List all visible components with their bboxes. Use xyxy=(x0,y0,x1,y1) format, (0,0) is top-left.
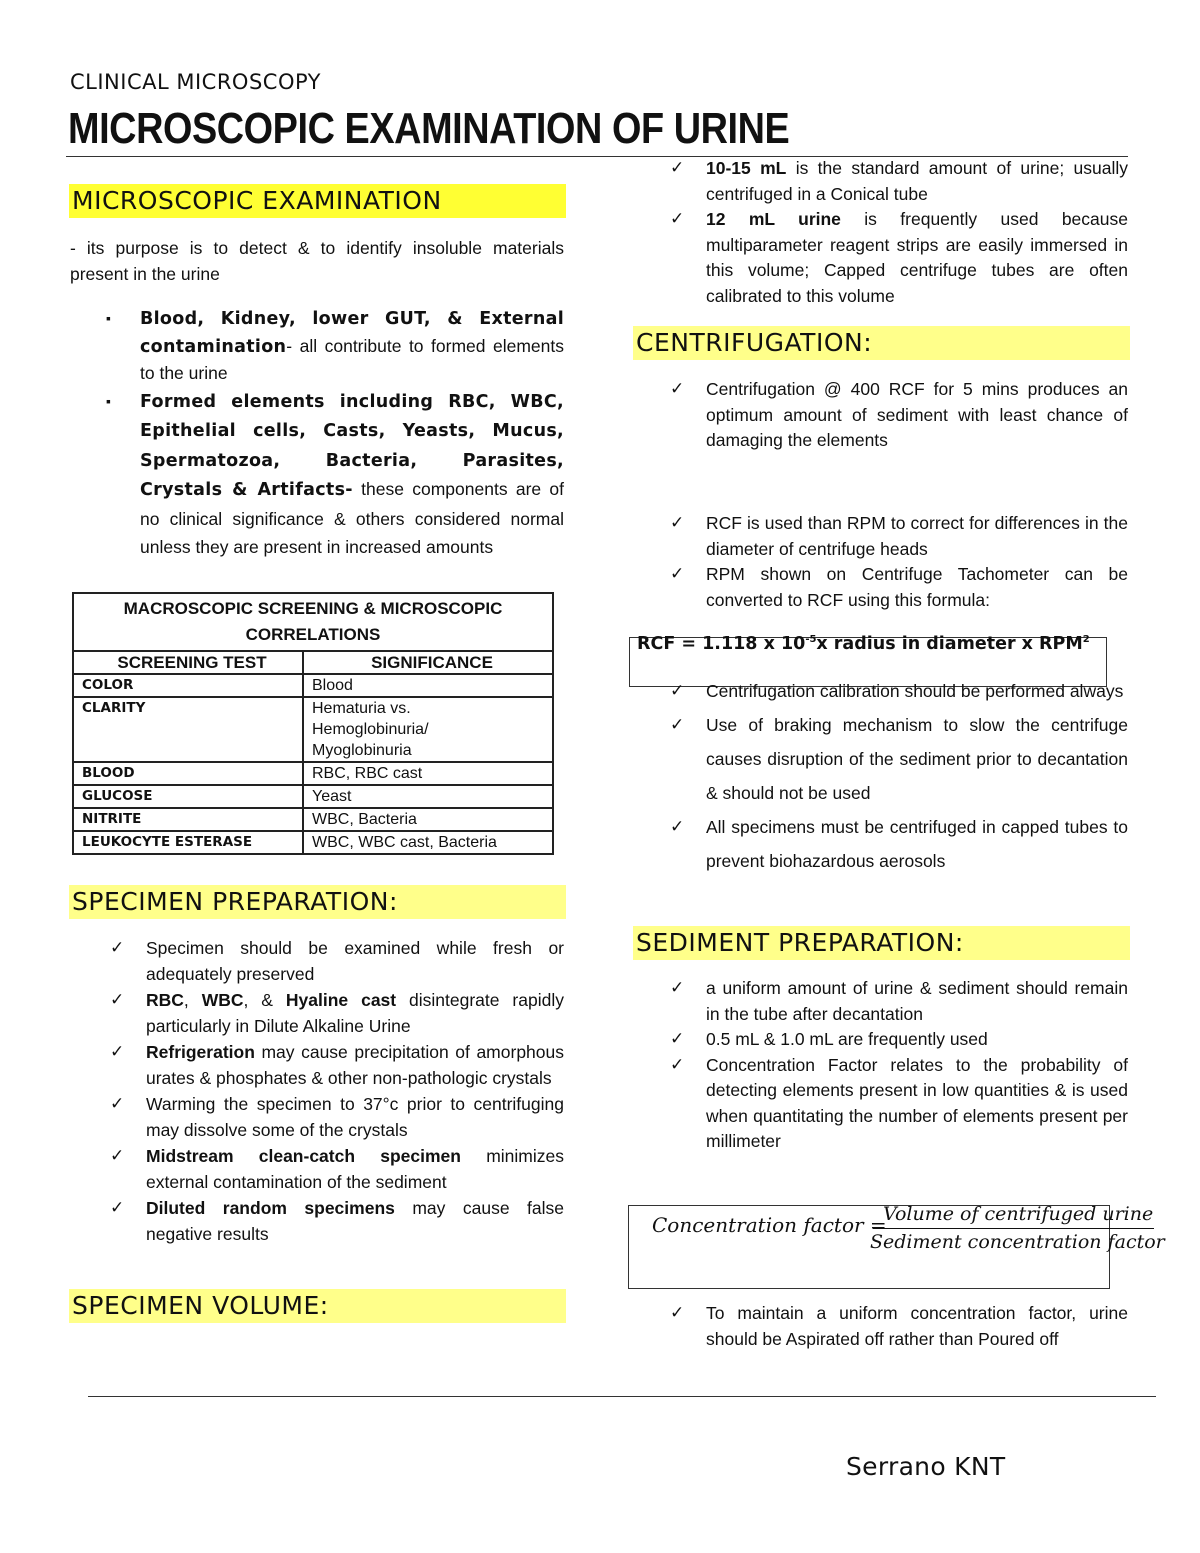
table-row: LEUKOCYTE ESTERASE WBC, WBC cast, Bacteria xyxy=(73,831,553,854)
check-icon: ✓ xyxy=(110,938,125,958)
course-label: CLINICAL MICROSCOPY xyxy=(70,70,322,94)
heading-specimen-volume: SPECIMEN VOLUME: xyxy=(69,1289,566,1323)
centrifugation-list-b xyxy=(630,511,1128,613)
check-icon: ✓ xyxy=(670,715,685,735)
table-row: GLUCOSE Yeast xyxy=(73,785,553,808)
formula-lhs: Concentration factor = xyxy=(652,1213,887,1237)
check-icon: ✓ xyxy=(670,564,685,584)
check-icon: ✓ xyxy=(670,681,685,701)
heading-specimen-preparation: SPECIMEN PREPARATION: xyxy=(69,885,566,919)
list-item: ✓ RBC, WBC, & Hyaline cast disintegrate rapidly particularly in Dilute Alkaline Urine xyxy=(70,987,564,1039)
column-header-screening-test: SCREENING TEST xyxy=(73,651,303,674)
list-item: ✓ RCF is used than RPM to correct for differences in the diameter of centrifuge heads xyxy=(670,513,1128,559)
check-icon: ✓ xyxy=(670,209,685,229)
check-icon: ✓ xyxy=(670,817,685,837)
heading-microscopic-examination: MICROSCOPIC EXAMINATION xyxy=(69,184,566,218)
sediment-preparation-list-b xyxy=(630,1301,1128,1352)
check-icon: ✓ xyxy=(670,1054,685,1075)
check-icon: ✓ xyxy=(110,1094,125,1114)
table-row: NITRITE WBC, Bacteria xyxy=(73,808,553,831)
check-icon: ✓ xyxy=(670,1303,685,1323)
list-item: ✓ Specimen should be examined while fresh or adequately preserved xyxy=(70,935,564,987)
specimen-preparation-list xyxy=(70,935,564,1247)
centrifugation-list-a xyxy=(630,377,1128,454)
sediment-preparation-list xyxy=(630,976,1128,1155)
check-icon: ✓ xyxy=(670,158,685,178)
column-header-significance: SIGNIFICANCE xyxy=(303,651,553,674)
table-row: CLARITY Hematuria vs. Hemoglobinuria/ Myoglobinuria xyxy=(73,697,553,762)
square-bullet-icon: ▪ xyxy=(106,392,111,409)
list-item: ✓ To maintain a uniform concentration factor, urine should be Aspirated off rather than Poured off xyxy=(670,1303,1128,1349)
check-icon: ✓ xyxy=(670,513,685,533)
check-icon: ✓ xyxy=(670,379,685,399)
list-item: ✓ Use of braking mechanism to slow the centrifuge causes disruption of the sediment prior to decantation & should not be used xyxy=(630,708,1128,810)
formula-denominator: Sediment concentration factor xyxy=(870,1231,1165,1253)
list-item: ✓ RPM shown on Centrifuge Tachometer can be converted to RCF using this formula: xyxy=(670,564,1128,610)
list-item: ✓ 0.5 mL & 1.0 mL are frequently used xyxy=(630,1027,1128,1053)
list-item: ✓ Centrifugation calibration should be performed always xyxy=(630,674,1128,708)
heading-sediment-preparation: SEDIMENT PREPARATION: xyxy=(633,926,1130,960)
specimen-volume-list xyxy=(630,156,1128,309)
square-bullet-icon: ▪ xyxy=(106,310,111,326)
list-item: ✓ Warming the specimen to 37°c prior to centrifuging may dissolve some of the crystals xyxy=(70,1091,564,1143)
check-icon: ✓ xyxy=(670,978,685,998)
check-icon: ✓ xyxy=(670,1029,685,1049)
formula-numerator: Volume of centrifuged urine xyxy=(883,1203,1154,1225)
fraction-bar xyxy=(873,1228,1154,1229)
table-row: BLOOD RBC, RBC cast xyxy=(73,762,553,785)
list-item: ▪ Blood, Kidney, lower GUT, & External contamination- all contribute to formed elements to the urine xyxy=(70,305,564,387)
rcf-formula: RCF = 1.118 x $10^{-5}x$ radius in diameter x RPM$^2$ xyxy=(637,634,1090,654)
list-item: ✓ Concentration Factor relates to the probability of detecting elements present in low quantities & is used when quantitating the number of elements present per millimeter xyxy=(670,1054,1128,1151)
screening-correlation-table xyxy=(72,592,554,855)
check-icon: ✓ xyxy=(110,1198,125,1218)
list-item: ✓ a uniform amount of urine & sediment should remain in the tube after decantation xyxy=(670,978,1128,1024)
heading-centrifugation: CENTRIFUGATION: xyxy=(633,326,1130,360)
purpose-text: - its purpose is to detect & to identify insoluble materials present in the urine xyxy=(70,238,564,284)
page-title: MICROSCOPIC EXAMINATION OF URINE xyxy=(68,104,790,153)
contributors-list xyxy=(70,305,564,562)
footer-divider xyxy=(88,1396,1156,1397)
author-name: Serrano KNT xyxy=(846,1452,1006,1481)
list-item: ✓ 12 mL urine is frequently used because multiparameter reagent strips are easily immersed in this volume; Capped centrifuge tubes are often calibrated to this volume xyxy=(670,209,1128,306)
list-item: ✓ Midstream clean-catch specimen minimizes external contamination of the sediment xyxy=(70,1143,564,1195)
list-item: ✓ All specimens must be centrifuged in capped tubes to prevent biohazardous aerosols xyxy=(630,810,1128,878)
list-item: ✓ Diluted random specimens may cause false negative results xyxy=(70,1195,564,1247)
check-icon: ✓ xyxy=(110,990,125,1010)
centrifugation-list-c xyxy=(630,674,1128,878)
list-item: ✓ Centrifugation @ 400 RCF for 5 mins produces an optimum amount of sediment with least chance of damaging the elements xyxy=(670,379,1128,450)
list-item: ▪ Formed elements including RBC, WBC, Epithelial cells, Casts, Yeasts, Mucus, Spermatozoa, Bacteria, Parasites, Crystals & Artifacts- these components are of no clinical significance & others considered normal unless they are present in increased amounts xyxy=(70,387,564,562)
list-item: ✓ Refrigeration may cause precipitation of amorphous urates & phosphates & other non-pathologic crystals xyxy=(70,1039,564,1091)
table-caption: MACROSCOPIC SCREENING & MICROSCOPIC CORRELATIONS xyxy=(73,593,553,651)
check-icon: ✓ xyxy=(110,1042,125,1062)
check-icon: ✓ xyxy=(110,1146,125,1166)
list-item: ✓ 10-15 mL is the standard amount of urine; usually centrifuged in a Conical tube xyxy=(670,158,1128,204)
table-row: COLOR Blood xyxy=(73,674,553,697)
